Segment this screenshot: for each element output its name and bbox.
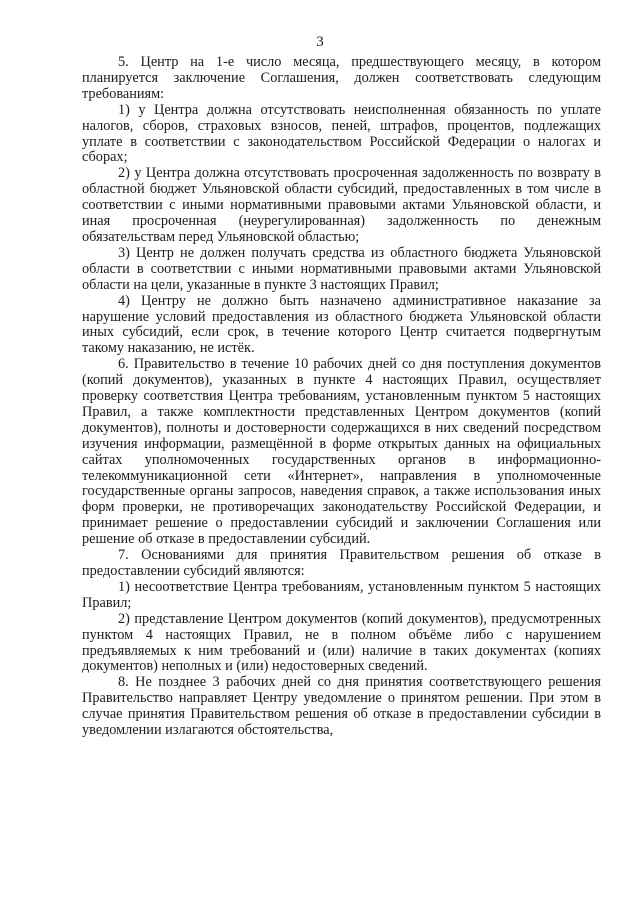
page-number: 3 [316,34,324,50]
paragraph-5-item-2: 2) у Центра должна отсутствовать просроченная задолженность по возврату в областной бюджет Ульяновской области субсидий, предоставленных в том числе в соответствии с иными нормативными правовыми актами Ульяновской области, и иная просроченная (неурегулированная) задолженность по денежным обязательствам перед Ульяновской областью; [82,165,601,245]
paragraph-5-intro: 5. Центр на 1-е число месяца, предшествующего месяцу, в котором планируется заключение Соглашения, должен соответствовать следующим требованиям: [82,54,601,102]
paragraph-6: 6. Правительство в течение 10 рабочих дней со дня поступления документов (копий документов), указанных в пункте 4 настоящих Правил, осуществляет проверку соответствия Центра требованиям, установленным пунктом 5 настоящих Правил, а также комплектности представленных Центром документов (копий документов), полноты и достоверности содержащихся в них сведений посредством изучения информации, размещённой в форме открытых данных на официальных сайтах уполномоченных государственных органов в информационно-телекоммуникационной сети «Интернет», направления в уполномоченные государственные органы запросов, наведения справок, а также использования иных форм проверки, не противоречащих законодательству Российской Федерации, и принимает решение о предоставлении субсидий и заключении Соглашения или решение об отказе в предоставлении субсидий. [82,356,601,548]
document-body [82,55,601,739]
paragraph-5-item-4: 4) Центру не должно быть назначено административное наказание за нарушение условий предоставления из областного бюджета Ульяновской области иных субсидий, если срок, в течение которого Центр считается подвергнутым такому наказанию, не истёк. [82,292,601,357]
paragraph-5-item-1: 1) у Центра должна отсутствовать неисполненная обязанность по уплате налогов, сборов, страховых взносов, пеней, штрафов, процентов, подлежащих уплате в соответствии с законодательством Российской Федерации о налогах и сборах; [82,101,601,166]
paragraph-5-item-3: 3) Центр не должен получать средства из областного бюджета Ульяновской области в соответствии с иными нормативными правовыми актами Ульяновской области на цели, указанные в пункте 3 настоящих Правил; [82,244,601,293]
paragraph-7-item-1: 1) несоответствие Центра требованиям, установленным пунктом 5 настоящих Правил; [82,578,601,611]
paragraph-8: 8. Не позднее 3 рабочих дней со дня принятия соответствующего решения Правительство направляет Центру уведомление о принятом решении. При этом в случае принятия Правительством решения об отказе в предоставлении субсидии в уведомлении излагаются обстоятельства, [82,674,601,739]
paragraph-7-item-2: 2) представление Центром документов (копий документов), предусмотренных пунктом 4 настоящих Правил, не в полном объёме либо с нарушением предъявляемых к ним требований и (или) наличие в таких документах (копиях документов) неполных и (или) недостоверных сведений. [82,610,601,675]
paragraph-7-intro: 7. Основаниями для принятия Правительством решения об отказе в предоставлении субсидий являются: [82,547,601,579]
